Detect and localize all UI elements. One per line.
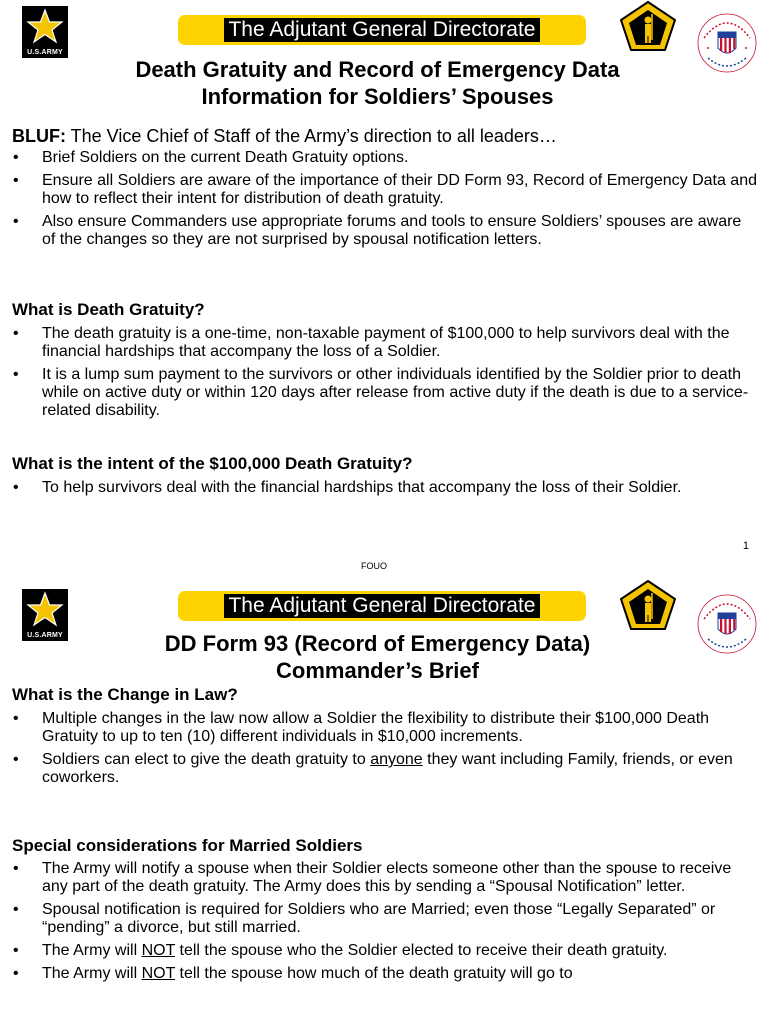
slide-1-title — [0, 56, 755, 110]
change-in-law-list — [12, 710, 757, 787]
army-star-logo-icon — [22, 6, 68, 58]
list-item — [12, 942, 757, 960]
section-heading: What is Death Gratuity? — [12, 300, 205, 319]
pentagon-soldier-icon — [619, 579, 677, 631]
item-text: tell the spouse who the Soldier elected to receive their death gratuity. — [175, 942, 668, 959]
bluf-list — [12, 149, 757, 249]
slide-2-title — [0, 630, 755, 684]
list-item: • Spousal notification is required for Soldiers who are Married; even those “Legally Separated” or “pending” a divorce, but still married. — [12, 901, 757, 937]
item-text: they want including Family, friends, or even coworkers. — [42, 751, 733, 786]
slide-2-title-line-1: DD Form 93 (Record of Emergency Data) — [164, 631, 591, 656]
anyone-emphasis: anyone — [370, 751, 423, 768]
page-number: 1 — [742, 540, 749, 552]
list-item: • Brief Soldiers on the current Death Gratuity options. — [12, 149, 757, 167]
list-item: • To help survivors deal with the financial hardships that accompany the loss of their Soldier. — [12, 479, 757, 497]
item-text: The Army will — [42, 965, 142, 982]
list-item: • Also ensure Commanders use appropriate forums and tools to ensure Soldiers’ spouses are aware of the changes so they are not surprised by spousal notification letters. — [12, 213, 757, 249]
list-item — [12, 751, 757, 787]
section-heading: What is the intent of the $100,000 Death Gratuity? — [12, 454, 413, 473]
directorate-banner — [178, 15, 586, 45]
slide-1-title-line-2: Information for Soldiers’ Spouses — [201, 84, 554, 109]
slide-2-title-line-2: Commander’s Brief — [276, 658, 479, 683]
bluf-label: BLUF: — [12, 126, 66, 146]
married-soldiers-list — [12, 860, 757, 983]
pentagon-soldier-icon — [619, 0, 677, 52]
item-text: tell the spouse how much of the death gratuity will go to — [175, 965, 573, 982]
section-heading: Special considerations for Married Soldiers — [12, 836, 363, 855]
directorate-banner-text: The Adjutant General Directorate — [224, 18, 539, 42]
slide-1-title-line-1: Death Gratuity and Record of Emergency Data — [135, 57, 620, 82]
bluf-text: The Vice Chief of Staff of the Army’s direction to all leaders… — [65, 126, 557, 146]
change-in-law-section — [12, 684, 757, 787]
bluf-line — [12, 125, 757, 147]
directorate-banner — [178, 591, 586, 621]
list-item: • The Army will notify a spouse when their Soldier elects someone other than the spouse to receive any part of the death gratuity. The Army does this by sending a “Spousal Notification” letter. — [12, 860, 757, 896]
fouo-footer: FOUO — [361, 561, 387, 571]
item-text: Soldiers can elect to give the death gratuity to — [42, 751, 371, 768]
section-heading: What is the Change in Law? — [12, 685, 238, 704]
death-gratuity-section — [12, 299, 757, 420]
not-emphasis: NOT — [141, 965, 176, 982]
army-logo-text: U.S.ARMY — [27, 49, 63, 56]
not-emphasis: NOT — [141, 942, 176, 959]
death-gratuity-list — [12, 325, 757, 420]
army-logo-text: U.S.ARMY — [27, 632, 63, 639]
list-item: • The death gratuity is a one-time, non-taxable payment of $100,000 to help survivors deal with the financial hardships that accompany the loss of a Soldier. — [12, 325, 757, 361]
item-text: The Army will — [42, 942, 142, 959]
directorate-banner-text: The Adjutant General Directorate — [224, 594, 539, 618]
married-soldiers-section — [12, 835, 757, 983]
intent-section — [12, 453, 757, 497]
list-item: • Multiple changes in the law now allow a Soldier the flexibility to distribute their $100,000 Death Gratuity to up to ten (10) different individuals in $10,000 increments. — [12, 710, 757, 746]
list-item: • Ensure all Soldiers are aware of the importance of their DD Form 93, Record of Emergency Data and how to reflect their intent for distribution of death gratuity. — [12, 172, 757, 208]
slide-2 — [0, 575, 768, 1024]
list-item: • It is a lump sum payment to the survivors or other individuals identified by the Soldier prior to death while on active duty or within 120 days after release from active duty if the death is due to a service-related disability. — [12, 366, 757, 420]
intent-list — [12, 479, 757, 497]
list-item — [12, 965, 757, 983]
bluf-section — [12, 125, 757, 249]
